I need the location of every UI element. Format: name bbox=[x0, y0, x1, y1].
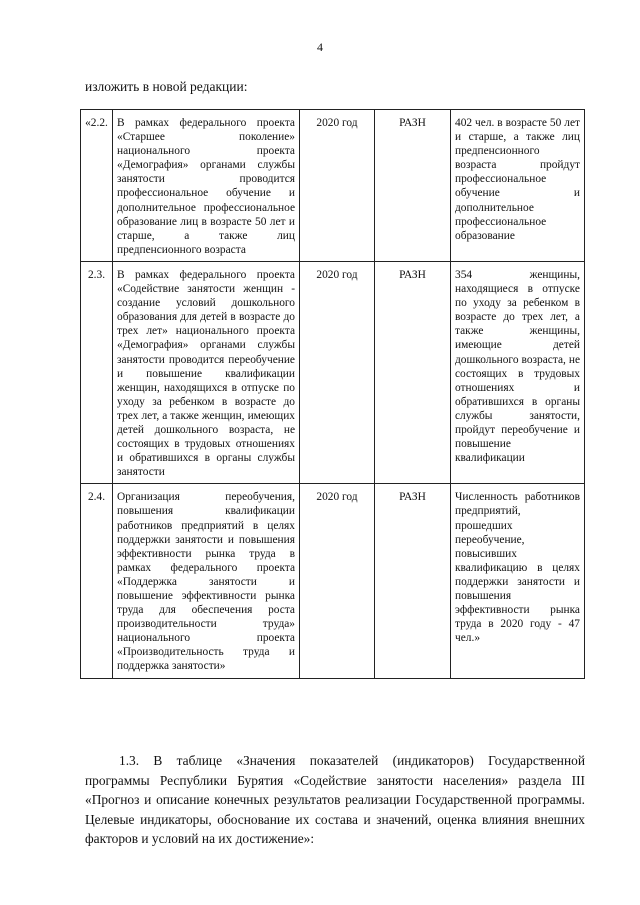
row-number: «2.2. bbox=[81, 110, 113, 262]
table-row bbox=[81, 484, 585, 678]
row-result: 354 женщины, находящиеся в отпуске по уходу за ребенком в возрасте до трех лет, а также женщины, имеющие детей дошкольного возраста, не состоящих в трудовых отношениях и обратившихся в органы службы занятости, пройдут переобучение и повышение квалификации bbox=[451, 261, 585, 483]
row-year: 2020 год bbox=[300, 110, 375, 262]
row-number: 2.4. bbox=[81, 484, 113, 678]
closing-paragraph: 1.3. В таблице «Значения показателей (индикаторов) Государственной программы Республики Бурятия «Содействие занятости населения» раздела III «Прогноз и описание конечных результатов реализации Государственной программы. Целевые индикаторы, обоснование их состава и значений, оценка влияния внешних факторов и условий на их достижение»: bbox=[85, 753, 585, 847]
intro-text: изложить в новой редакции: bbox=[85, 79, 248, 94]
table-row bbox=[81, 261, 585, 483]
row-executor: РАЗН bbox=[375, 110, 451, 262]
row-description: В рамках федерального проекта «Старшее поколение» национального проекта «Демография» органами службы занятости проводится профессиональное обучение и дополнительное профессиональное образование лиц в возрасте 50 лет и старше, а также лиц предпенсионного возраста bbox=[113, 110, 300, 262]
page-number: 4 bbox=[317, 40, 323, 54]
row-year: 2020 год bbox=[300, 261, 375, 483]
indicators-table bbox=[80, 109, 585, 679]
row-year: 2020 год bbox=[300, 484, 375, 678]
row-description: Организация переобучения, повышения квалификации работников предприятий в целях поддержки занятости и повышения эффективности рынка труда в рамках федерального проекта «Поддержка занятости и повышение эффективности рынка труда для обеспечения роста производительности труда» национального проекта «Производительность труда и поддержка занятости» bbox=[113, 484, 300, 678]
row-result: Численность работников предприятий, прошедших переобучение, повысивших квалификацию в целях поддержки занятости и повышения эффективности рынка труда в 2020 году - 47 чел.» bbox=[451, 484, 585, 678]
row-result: 402 чел. в возрасте 50 лет и старше, а также лиц предпенсионного возраста пройдут профессиональное обучение и дополнительное профессиональное образование bbox=[451, 110, 585, 262]
row-executor: РАЗН bbox=[375, 484, 451, 678]
row-description: В рамках федерального проекта «Содействие занятости женщин - создание условий дошкольного образования для детей в возрасте до трех лет» национального проекта «Демография» органами службы занятости проводится переобучение и повышение квалификации женщин, находящихся в отпуске по уходу за ребенком в возрасте до трех лет, а также женщин, имеющих детей дошкольного возраста, не состоящих в трудовых отношениях и обратившихся в органы службы занятости bbox=[113, 261, 300, 483]
row-executor: РАЗН bbox=[375, 261, 451, 483]
row-number: 2.3. bbox=[81, 261, 113, 483]
table-row bbox=[81, 110, 585, 262]
